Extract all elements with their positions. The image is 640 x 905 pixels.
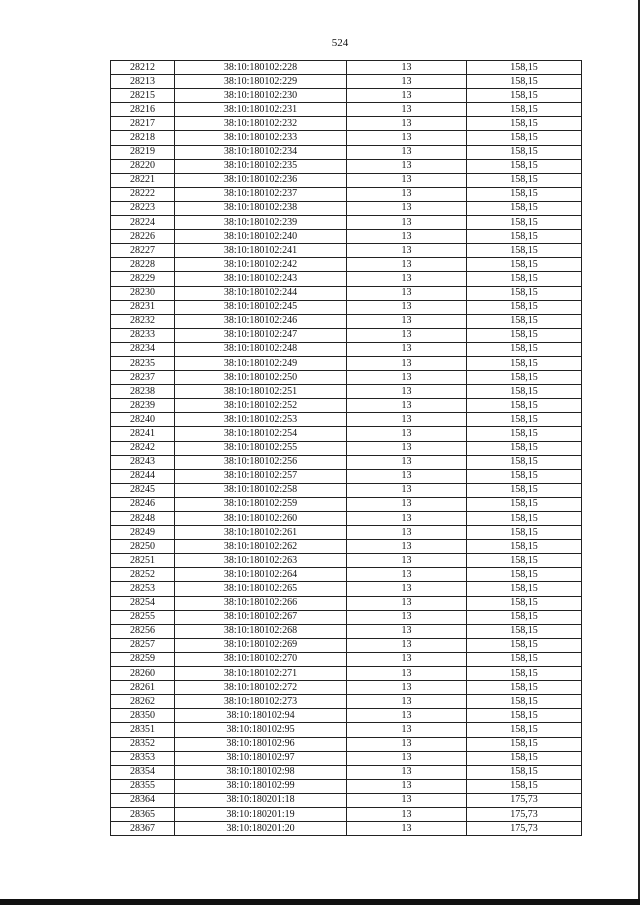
value-cell: 175,73 (467, 793, 582, 807)
cadastral-number-cell: 38:10:180102:261 (175, 526, 347, 540)
record-number-cell: 28227 (111, 244, 175, 258)
table-row (111, 399, 582, 413)
quantity-cell: 13 (347, 216, 467, 230)
quantity-cell: 13 (347, 145, 467, 159)
table-row (111, 793, 582, 807)
cadastral-number-cell: 38:10:180102:256 (175, 455, 347, 469)
cadastral-number-cell: 38:10:180201:18 (175, 793, 347, 807)
record-number-cell: 28224 (111, 216, 175, 230)
record-number-cell: 28238 (111, 385, 175, 399)
record-number-cell: 28212 (111, 61, 175, 75)
table-row (111, 540, 582, 554)
value-cell: 158,15 (467, 356, 582, 370)
quantity-cell: 13 (347, 117, 467, 131)
quantity-cell: 13 (347, 441, 467, 455)
record-number-cell: 28237 (111, 371, 175, 385)
value-cell: 158,15 (467, 455, 582, 469)
quantity-cell: 13 (347, 385, 467, 399)
table-row (111, 751, 582, 765)
table-row (111, 441, 582, 455)
table-row (111, 568, 582, 582)
quantity-cell: 13 (347, 624, 467, 638)
record-number-cell: 28254 (111, 596, 175, 610)
value-cell: 158,15 (467, 342, 582, 356)
record-number-cell: 28218 (111, 131, 175, 145)
record-number-cell: 28234 (111, 342, 175, 356)
quantity-cell: 13 (347, 737, 467, 751)
cadastral-number-cell: 38:10:180102:260 (175, 512, 347, 526)
scan-bottom-bar (0, 899, 640, 905)
table-row (111, 681, 582, 695)
record-number-cell: 28217 (111, 117, 175, 131)
value-cell: 158,15 (467, 568, 582, 582)
table-row (111, 89, 582, 103)
table-row (111, 554, 582, 568)
value-cell: 158,15 (467, 314, 582, 328)
value-cell: 158,15 (467, 709, 582, 723)
table-row (111, 258, 582, 272)
cadastral-number-cell: 38:10:180102:234 (175, 145, 347, 159)
cadastral-number-cell: 38:10:180102:233 (175, 131, 347, 145)
cadastral-number-cell: 38:10:180102:95 (175, 723, 347, 737)
value-cell: 158,15 (467, 328, 582, 342)
cadastral-number-cell: 38:10:180102:240 (175, 230, 347, 244)
quantity-cell: 13 (347, 723, 467, 737)
value-cell: 158,15 (467, 427, 582, 441)
quantity-cell: 13 (347, 779, 467, 793)
quantity-cell: 13 (347, 469, 467, 483)
value-cell: 158,15 (467, 103, 582, 117)
cadastral-number-cell: 38:10:180102:262 (175, 540, 347, 554)
value-cell: 158,15 (467, 371, 582, 385)
record-number-cell: 28228 (111, 258, 175, 272)
record-number-cell: 28242 (111, 441, 175, 455)
table-row (111, 723, 582, 737)
table-body (111, 61, 582, 836)
value-cell: 175,73 (467, 807, 582, 821)
table-row (111, 652, 582, 666)
table-row (111, 469, 582, 483)
table-row (111, 822, 582, 836)
quantity-cell: 13 (347, 568, 467, 582)
quantity-cell: 13 (347, 201, 467, 215)
table-row (111, 159, 582, 173)
value-cell: 158,15 (467, 300, 582, 314)
record-number-cell: 28240 (111, 413, 175, 427)
record-number-cell: 28251 (111, 554, 175, 568)
cadastral-number-cell: 38:10:180102:252 (175, 399, 347, 413)
cadastral-number-cell: 38:10:180102:271 (175, 667, 347, 681)
quantity-cell: 13 (347, 526, 467, 540)
quantity-cell: 13 (347, 75, 467, 89)
quantity-cell: 13 (347, 61, 467, 75)
value-cell: 158,15 (467, 441, 582, 455)
table-row (111, 145, 582, 159)
cadastral-number-cell: 38:10:180102:258 (175, 483, 347, 497)
table-row (111, 737, 582, 751)
record-number-cell: 28231 (111, 300, 175, 314)
cadastral-number-cell: 38:10:180102:272 (175, 681, 347, 695)
cadastral-number-cell: 38:10:180102:239 (175, 216, 347, 230)
cadastral-number-cell: 38:10:180102:237 (175, 187, 347, 201)
table-row (111, 582, 582, 596)
record-number-cell: 28232 (111, 314, 175, 328)
quantity-cell: 13 (347, 652, 467, 666)
value-cell: 158,15 (467, 667, 582, 681)
value-cell: 158,15 (467, 723, 582, 737)
value-cell: 158,15 (467, 131, 582, 145)
table-row (111, 300, 582, 314)
value-cell: 158,15 (467, 610, 582, 624)
quantity-cell: 13 (347, 159, 467, 173)
table-row (111, 61, 582, 75)
table-row (111, 638, 582, 652)
value-cell: 158,15 (467, 779, 582, 793)
value-cell: 158,15 (467, 652, 582, 666)
quantity-cell: 13 (347, 582, 467, 596)
table-row (111, 413, 582, 427)
quantity-cell: 13 (347, 328, 467, 342)
cadastral-number-cell: 38:10:180102:250 (175, 371, 347, 385)
cadastral-number-cell: 38:10:180102:241 (175, 244, 347, 258)
table-row (111, 385, 582, 399)
record-number-cell: 28250 (111, 540, 175, 554)
quantity-cell: 13 (347, 455, 467, 469)
cadastral-number-cell: 38:10:180102:269 (175, 638, 347, 652)
cadastral-number-cell: 38:10:180102:263 (175, 554, 347, 568)
table-row (111, 75, 582, 89)
table-row (111, 328, 582, 342)
table-row (111, 455, 582, 469)
cadastral-number-cell: 38:10:180102:254 (175, 427, 347, 441)
cadastral-number-cell: 38:10:180102:97 (175, 751, 347, 765)
cadastral-number-cell: 38:10:180102:94 (175, 709, 347, 723)
table-row (111, 342, 582, 356)
value-cell: 158,15 (467, 540, 582, 554)
table-row (111, 497, 582, 511)
record-number-cell: 28246 (111, 497, 175, 511)
record-number-cell: 28255 (111, 610, 175, 624)
record-number-cell: 28229 (111, 272, 175, 286)
value-cell: 158,15 (467, 187, 582, 201)
table-row (111, 807, 582, 821)
quantity-cell: 13 (347, 554, 467, 568)
table-row (111, 187, 582, 201)
quantity-cell: 13 (347, 610, 467, 624)
value-cell: 158,15 (467, 145, 582, 159)
quantity-cell: 13 (347, 540, 467, 554)
quantity-cell: 13 (347, 103, 467, 117)
record-number-cell: 28245 (111, 483, 175, 497)
record-number-cell: 28351 (111, 723, 175, 737)
table-row (111, 286, 582, 300)
quantity-cell: 13 (347, 173, 467, 187)
value-cell: 158,15 (467, 117, 582, 131)
value-cell: 158,15 (467, 596, 582, 610)
record-number-cell: 28243 (111, 455, 175, 469)
cadastral-number-cell: 38:10:180201:20 (175, 822, 347, 836)
table-row (111, 314, 582, 328)
record-number-cell: 28216 (111, 103, 175, 117)
table-row (111, 483, 582, 497)
table-row (111, 512, 582, 526)
quantity-cell: 13 (347, 131, 467, 145)
value-cell: 158,15 (467, 582, 582, 596)
value-cell: 158,15 (467, 624, 582, 638)
record-number-cell: 28353 (111, 751, 175, 765)
cadastral-number-cell: 38:10:180102:248 (175, 342, 347, 356)
quantity-cell: 13 (347, 371, 467, 385)
value-cell: 158,15 (467, 681, 582, 695)
cadastral-number-cell: 38:10:180102:98 (175, 765, 347, 779)
cadastral-number-cell: 38:10:180102:247 (175, 328, 347, 342)
table-row (111, 356, 582, 370)
record-number-cell: 28233 (111, 328, 175, 342)
record-number-cell: 28257 (111, 638, 175, 652)
record-number-cell: 28261 (111, 681, 175, 695)
cadastral-number-cell: 38:10:180102:238 (175, 201, 347, 215)
quantity-cell: 13 (347, 512, 467, 526)
record-number-cell: 28248 (111, 512, 175, 526)
record-number-cell: 28222 (111, 187, 175, 201)
record-number-cell: 28215 (111, 89, 175, 103)
value-cell: 158,15 (467, 638, 582, 652)
quantity-cell: 13 (347, 356, 467, 370)
quantity-cell: 13 (347, 822, 467, 836)
table-row (111, 371, 582, 385)
cadastral-number-cell: 38:10:180102:244 (175, 286, 347, 300)
value-cell: 158,15 (467, 258, 582, 272)
table-row (111, 244, 582, 258)
cadastral-number-cell: 38:10:180102:245 (175, 300, 347, 314)
record-number-cell: 28253 (111, 582, 175, 596)
record-number-cell: 28354 (111, 765, 175, 779)
cadastral-number-cell: 38:10:180102:264 (175, 568, 347, 582)
cadastral-number-cell: 38:10:180102:228 (175, 61, 347, 75)
cadastral-number-cell: 38:10:180102:232 (175, 117, 347, 131)
value-cell: 158,15 (467, 751, 582, 765)
cadastral-number-cell: 38:10:180102:230 (175, 89, 347, 103)
table-row (111, 779, 582, 793)
value-cell: 175,73 (467, 822, 582, 836)
value-cell: 158,15 (467, 385, 582, 399)
value-cell: 158,15 (467, 695, 582, 709)
quantity-cell: 13 (347, 300, 467, 314)
record-number-cell: 28350 (111, 709, 175, 723)
cadastral-number-cell: 38:10:180102:231 (175, 103, 347, 117)
quantity-cell: 13 (347, 709, 467, 723)
cadastral-number-cell: 38:10:180102:265 (175, 582, 347, 596)
table-row (111, 526, 582, 540)
cadastral-number-cell: 38:10:180102:255 (175, 441, 347, 455)
quantity-cell: 13 (347, 681, 467, 695)
record-number-cell: 28352 (111, 737, 175, 751)
record-number-cell: 28235 (111, 356, 175, 370)
cadastral-number-cell: 38:10:180102:266 (175, 596, 347, 610)
quantity-cell: 13 (347, 483, 467, 497)
quantity-cell: 13 (347, 187, 467, 201)
cadastral-number-cell: 38:10:180201:19 (175, 807, 347, 821)
table-row (111, 427, 582, 441)
cadastral-number-cell: 38:10:180102:253 (175, 413, 347, 427)
value-cell: 158,15 (467, 483, 582, 497)
table-row (111, 624, 582, 638)
table-row (111, 216, 582, 230)
table-row (111, 272, 582, 286)
table-row (111, 765, 582, 779)
record-number-cell: 28262 (111, 695, 175, 709)
table-row (111, 596, 582, 610)
table-row (111, 131, 582, 145)
quantity-cell: 13 (347, 258, 467, 272)
quantity-cell: 13 (347, 286, 467, 300)
table-row (111, 103, 582, 117)
quantity-cell: 13 (347, 244, 467, 258)
value-cell: 158,15 (467, 469, 582, 483)
value-cell: 158,15 (467, 554, 582, 568)
cadastral-number-cell: 38:10:180102:267 (175, 610, 347, 624)
record-number-cell: 28252 (111, 568, 175, 582)
cadastral-number-cell: 38:10:180102:236 (175, 173, 347, 187)
record-number-cell: 28226 (111, 230, 175, 244)
record-number-cell: 28244 (111, 469, 175, 483)
table-row (111, 117, 582, 131)
quantity-cell: 13 (347, 638, 467, 652)
quantity-cell: 13 (347, 89, 467, 103)
value-cell: 158,15 (467, 216, 582, 230)
record-number-cell: 28365 (111, 807, 175, 821)
page-number: 524 (331, 37, 349, 49)
table-row (111, 667, 582, 681)
value-cell: 158,15 (467, 526, 582, 540)
quantity-cell: 13 (347, 667, 467, 681)
cadastral-number-cell: 38:10:180102:259 (175, 497, 347, 511)
value-cell: 158,15 (467, 75, 582, 89)
value-cell: 158,15 (467, 497, 582, 511)
cadastral-number-cell: 38:10:180102:96 (175, 737, 347, 751)
quantity-cell: 13 (347, 695, 467, 709)
value-cell: 158,15 (467, 413, 582, 427)
record-number-cell: 28259 (111, 652, 175, 666)
table-row (111, 709, 582, 723)
value-cell: 158,15 (467, 201, 582, 215)
cadastral-number-cell: 38:10:180102:249 (175, 356, 347, 370)
record-number-cell: 28367 (111, 822, 175, 836)
quantity-cell: 13 (347, 413, 467, 427)
record-number-cell: 28364 (111, 793, 175, 807)
value-cell: 158,15 (467, 737, 582, 751)
cadastral-number-cell: 38:10:180102:251 (175, 385, 347, 399)
value-cell: 158,15 (467, 765, 582, 779)
cadastral-number-cell: 38:10:180102:243 (175, 272, 347, 286)
record-number-cell: 28221 (111, 173, 175, 187)
record-number-cell: 28213 (111, 75, 175, 89)
record-number-cell: 28241 (111, 427, 175, 441)
value-cell: 158,15 (467, 61, 582, 75)
table-row (111, 230, 582, 244)
value-cell: 158,15 (467, 230, 582, 244)
value-cell: 158,15 (467, 286, 582, 300)
cadastral-number-cell: 38:10:180102:268 (175, 624, 347, 638)
quantity-cell: 13 (347, 230, 467, 244)
cadastral-number-cell: 38:10:180102:242 (175, 258, 347, 272)
value-cell: 158,15 (467, 173, 582, 187)
record-number-cell: 28230 (111, 286, 175, 300)
quantity-cell: 13 (347, 751, 467, 765)
cadastral-number-cell: 38:10:180102:229 (175, 75, 347, 89)
table-row (111, 610, 582, 624)
record-number-cell: 28256 (111, 624, 175, 638)
record-number-cell: 28260 (111, 667, 175, 681)
quantity-cell: 13 (347, 497, 467, 511)
table-row (111, 173, 582, 187)
quantity-cell: 13 (347, 596, 467, 610)
record-number-cell: 28220 (111, 159, 175, 173)
value-cell: 158,15 (467, 272, 582, 286)
data-table (110, 60, 582, 836)
cadastral-number-cell: 38:10:180102:273 (175, 695, 347, 709)
record-number-cell: 28223 (111, 201, 175, 215)
cadastral-number-cell: 38:10:180102:270 (175, 652, 347, 666)
quantity-cell: 13 (347, 807, 467, 821)
quantity-cell: 13 (347, 793, 467, 807)
record-number-cell: 28355 (111, 779, 175, 793)
cadastral-number-cell: 38:10:180102:235 (175, 159, 347, 173)
quantity-cell: 13 (347, 427, 467, 441)
quantity-cell: 13 (347, 765, 467, 779)
table-row (111, 695, 582, 709)
record-number-cell: 28249 (111, 526, 175, 540)
quantity-cell: 13 (347, 399, 467, 413)
value-cell: 158,15 (467, 244, 582, 258)
value-cell: 158,15 (467, 159, 582, 173)
cadastral-number-cell: 38:10:180102:99 (175, 779, 347, 793)
cadastral-number-cell: 38:10:180102:246 (175, 314, 347, 328)
quantity-cell: 13 (347, 272, 467, 286)
quantity-cell: 13 (347, 342, 467, 356)
cadastral-number-cell: 38:10:180102:257 (175, 469, 347, 483)
value-cell: 158,15 (467, 399, 582, 413)
quantity-cell: 13 (347, 314, 467, 328)
record-number-cell: 28239 (111, 399, 175, 413)
record-number-cell: 28219 (111, 145, 175, 159)
value-cell: 158,15 (467, 89, 582, 103)
table-row (111, 201, 582, 215)
value-cell: 158,15 (467, 512, 582, 526)
